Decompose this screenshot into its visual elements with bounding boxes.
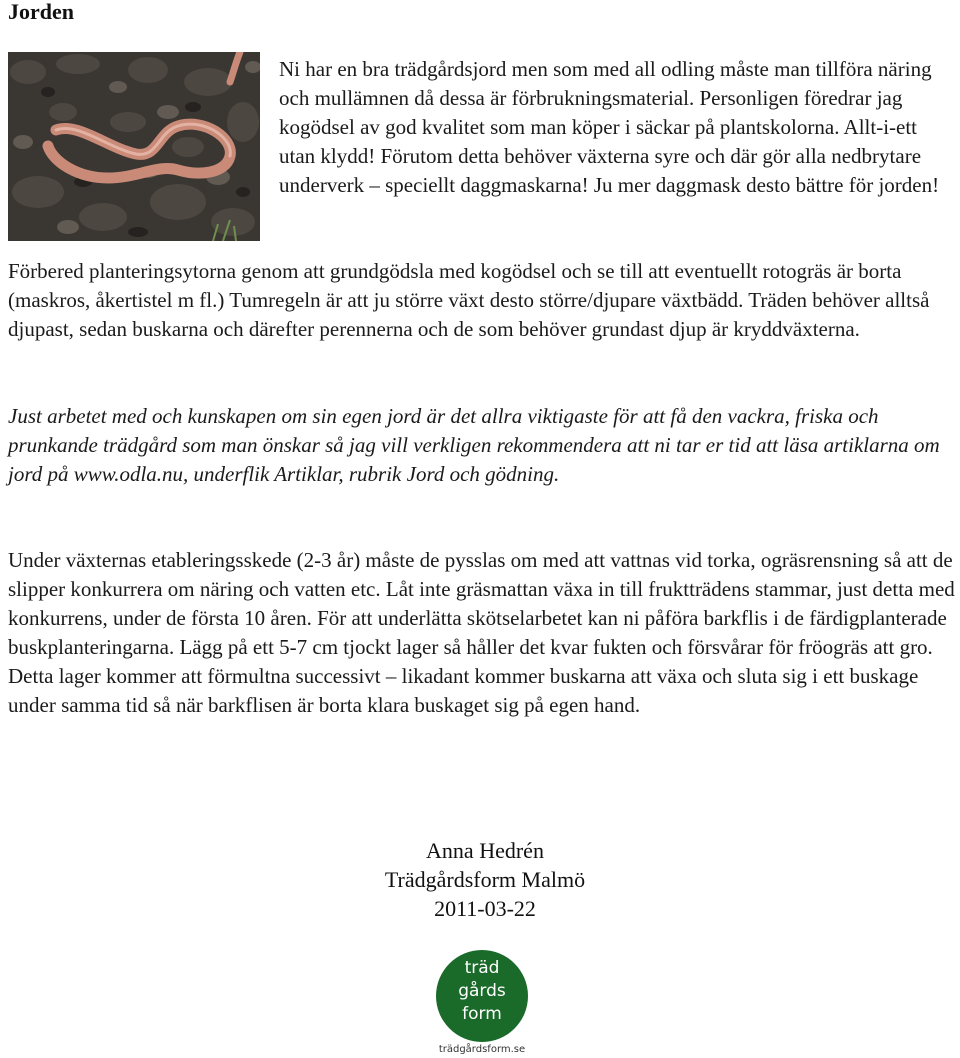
- logo-line-1: träd: [464, 958, 500, 978]
- author-name: Anna Hedrén: [426, 838, 544, 863]
- author-company: Trädgårdsform Malmö: [384, 867, 586, 892]
- paragraph-establishment: Under växternas etableringsskede (2-3 år) måste de pysslas om med att vattnas vid torka, ogräsrensning så att de slipper konkurrera om näring och vatten etc. Låt inte gräsmattan växa in till fruktträdens stammar, just detta med konkurrens, under de första 10 åren. För att underlätta skötselarbetet kan ni påföra barkflis i de färdigplanterade buskplanteringarna. Lägg på ett 5-7 cm tjockt lager så håller det kvar fukten och försvårar för fröogräs att gro. Detta lager kommer att förmultna successivt – likadant kommer buskarna att växa och sluta sig i ett buskage under samma tid så när barkflisen är borta klara buskaget sig på egen hand.: [8, 548, 955, 717]
- tradgardsform-logo: [436, 950, 528, 1042]
- logo-line-3: form: [462, 1004, 502, 1024]
- paragraph-intro: Ni har en bra trädgårdsjord men som med all odling måste man tillföra näring och mullämnen då dessa är förbrukningsmaterial. Personligen föredrar jag kogödsel av god kvalitet som man köper i säckar på plantskolorna. Allt-i-ett utan klydd! Förutom detta behöver växterna syre och där gör alla nedbrytare underverk – speciellt daggmaskarna! Ju mer daggmask desto bättre för jorden!: [279, 57, 940, 197]
- signature-block: [280, 836, 690, 923]
- paragraph-knowledge: Just arbetet med och kunskapen om sin egen jord är det allra viktigaste för att få den vackra, friska och prunkande trädgård som man önskar så jag vill verkligen rekommendera att ni tar er tid att läsa artiklarna om jord på www.odla.nu, underflik Artiklar, rubrik Jord och gödning.: [8, 404, 940, 486]
- logo-caption: trädgårdsform.se: [438, 1044, 526, 1055]
- earthworm-icon: [8, 52, 260, 241]
- signature-date: 2011-03-22: [434, 896, 536, 921]
- logo-line-2: gårds: [458, 981, 506, 1001]
- page-title: Jorden: [8, 0, 74, 24]
- earthworm-photo: [8, 52, 260, 241]
- paragraph-preparation: Förbered planteringsytorna genom att grundgödsla med kogödsel och se till att eventuellt rotogräs är borta (maskros, åkertistel m fl.) Tumregeln är att ju större växt desto större/djupare växtbädd. Träden behöver alltså djupast, sedan buskarna och därefter perennerna och de som behöver grundast djup är kryddväxterna.: [8, 259, 930, 341]
